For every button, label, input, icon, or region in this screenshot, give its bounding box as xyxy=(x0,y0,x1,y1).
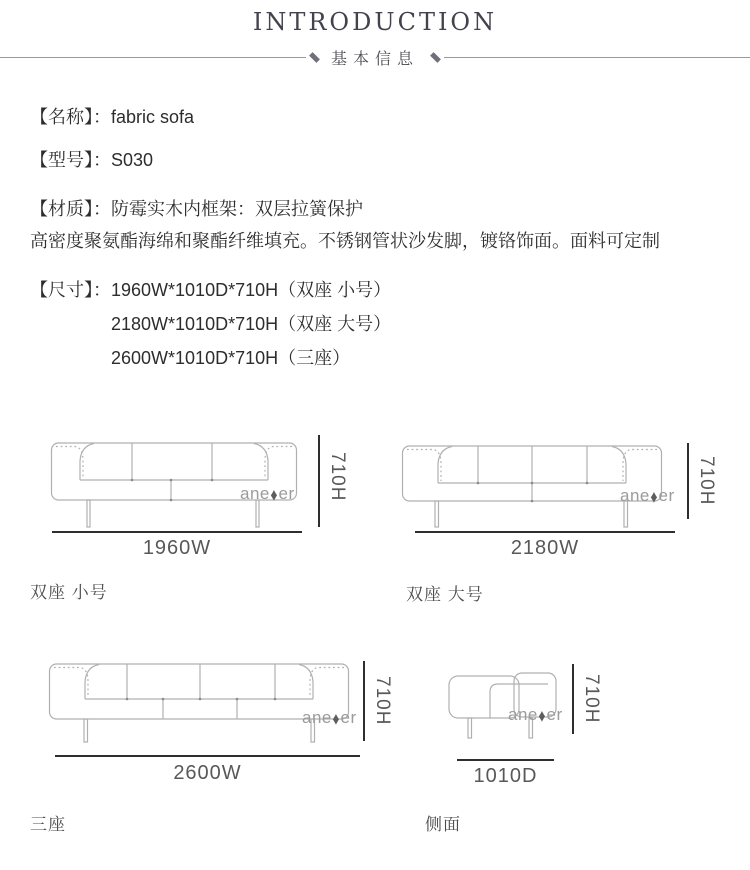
width-dimension-label: 1960W xyxy=(142,537,212,559)
height-dimension-label: 710H xyxy=(372,676,393,726)
watermark-text: ane xyxy=(240,484,270,503)
sizes-row xyxy=(30,273,725,375)
leaf-diamond-icon: ♦ xyxy=(332,708,341,728)
model-label: 【型号】： xyxy=(30,150,111,170)
height-dimension-line xyxy=(572,664,574,734)
diagram-caption: 双座 大号 xyxy=(406,585,484,604)
name-row xyxy=(30,104,725,130)
diamond-icon xyxy=(309,52,320,63)
name-value: fabric sofa xyxy=(111,107,195,127)
diagram-sofa-two-seat-large xyxy=(398,432,750,612)
subtitle-divider xyxy=(0,48,750,66)
sofa-front-drawing xyxy=(48,662,350,744)
leaf-diamond-icon: ♦ xyxy=(650,486,659,506)
model-row xyxy=(30,147,725,173)
height-dimension-line xyxy=(363,661,365,741)
size-item: 2180W*1010D*710H（双座 大号） xyxy=(111,314,392,334)
diagram-sofa-two-seat-small xyxy=(30,432,390,612)
watermark-text: ane xyxy=(302,708,332,727)
sizes-label: 【尺寸】： xyxy=(30,280,111,300)
width-dimension-line xyxy=(52,531,302,533)
sofa-front-drawing xyxy=(50,437,298,529)
width-dimension-label: 2180W xyxy=(510,537,580,559)
watermark-text: er xyxy=(658,486,675,505)
subtitle-text: 基本信息 xyxy=(331,50,420,68)
height-dimension-label: 710H xyxy=(581,674,602,724)
size-item: 1960W*1010D*710H（双座 小号） xyxy=(111,280,392,300)
material-row xyxy=(30,196,725,222)
width-dimension-label: 2600W xyxy=(173,762,242,784)
height-dimension-label: 710H xyxy=(696,456,717,506)
diamond-icon xyxy=(430,52,441,63)
watermark-logo xyxy=(508,705,563,725)
height-dimension-label: 710H xyxy=(327,452,348,502)
divider-line-right xyxy=(444,57,750,58)
diagram-caption: 双座 小号 xyxy=(30,583,108,602)
diagram-caption: 三座 xyxy=(30,815,66,834)
watermark-logo xyxy=(240,484,295,504)
model-value: S030 xyxy=(111,150,154,170)
material-label: 【材质】： xyxy=(30,199,111,219)
width-dimension-label: 1010D xyxy=(473,765,538,787)
material-value: 防霉实木内框架：双层拉簧保护 xyxy=(111,199,363,219)
divider-line-left xyxy=(0,57,306,58)
height-dimension-line xyxy=(318,435,320,527)
material-description: 高密度聚氨酯海绵和聚酯纤维填充。不锈钢管状沙发脚，镀铬饰面。面料可定制 xyxy=(30,231,660,251)
height-dimension-line xyxy=(687,443,689,519)
name-label: 【名称】： xyxy=(30,107,111,127)
watermark-logo xyxy=(620,486,675,506)
watermark-text: er xyxy=(278,484,295,503)
diagram-sofa-side-view xyxy=(420,658,720,838)
size-item: 2600W*1010D*710H（三座） xyxy=(111,348,351,368)
watermark-text: er xyxy=(340,708,357,727)
watermark-logo xyxy=(302,708,357,728)
width-dimension-line xyxy=(457,759,554,761)
sizes-list xyxy=(111,273,725,375)
watermark-text: ane xyxy=(508,705,538,724)
watermark-text: er xyxy=(546,705,563,724)
page-title: INTRODUCTION xyxy=(252,8,498,36)
leaf-diamond-icon: ♦ xyxy=(538,705,547,725)
width-dimension-line xyxy=(55,755,360,757)
diagram-caption: 侧面 xyxy=(425,815,461,834)
watermark-text: ane xyxy=(620,486,650,505)
product-info xyxy=(30,104,725,375)
leaf-diamond-icon: ♦ xyxy=(270,484,279,504)
diagram-sofa-three-seat xyxy=(30,658,398,838)
width-dimension-line xyxy=(415,531,675,533)
